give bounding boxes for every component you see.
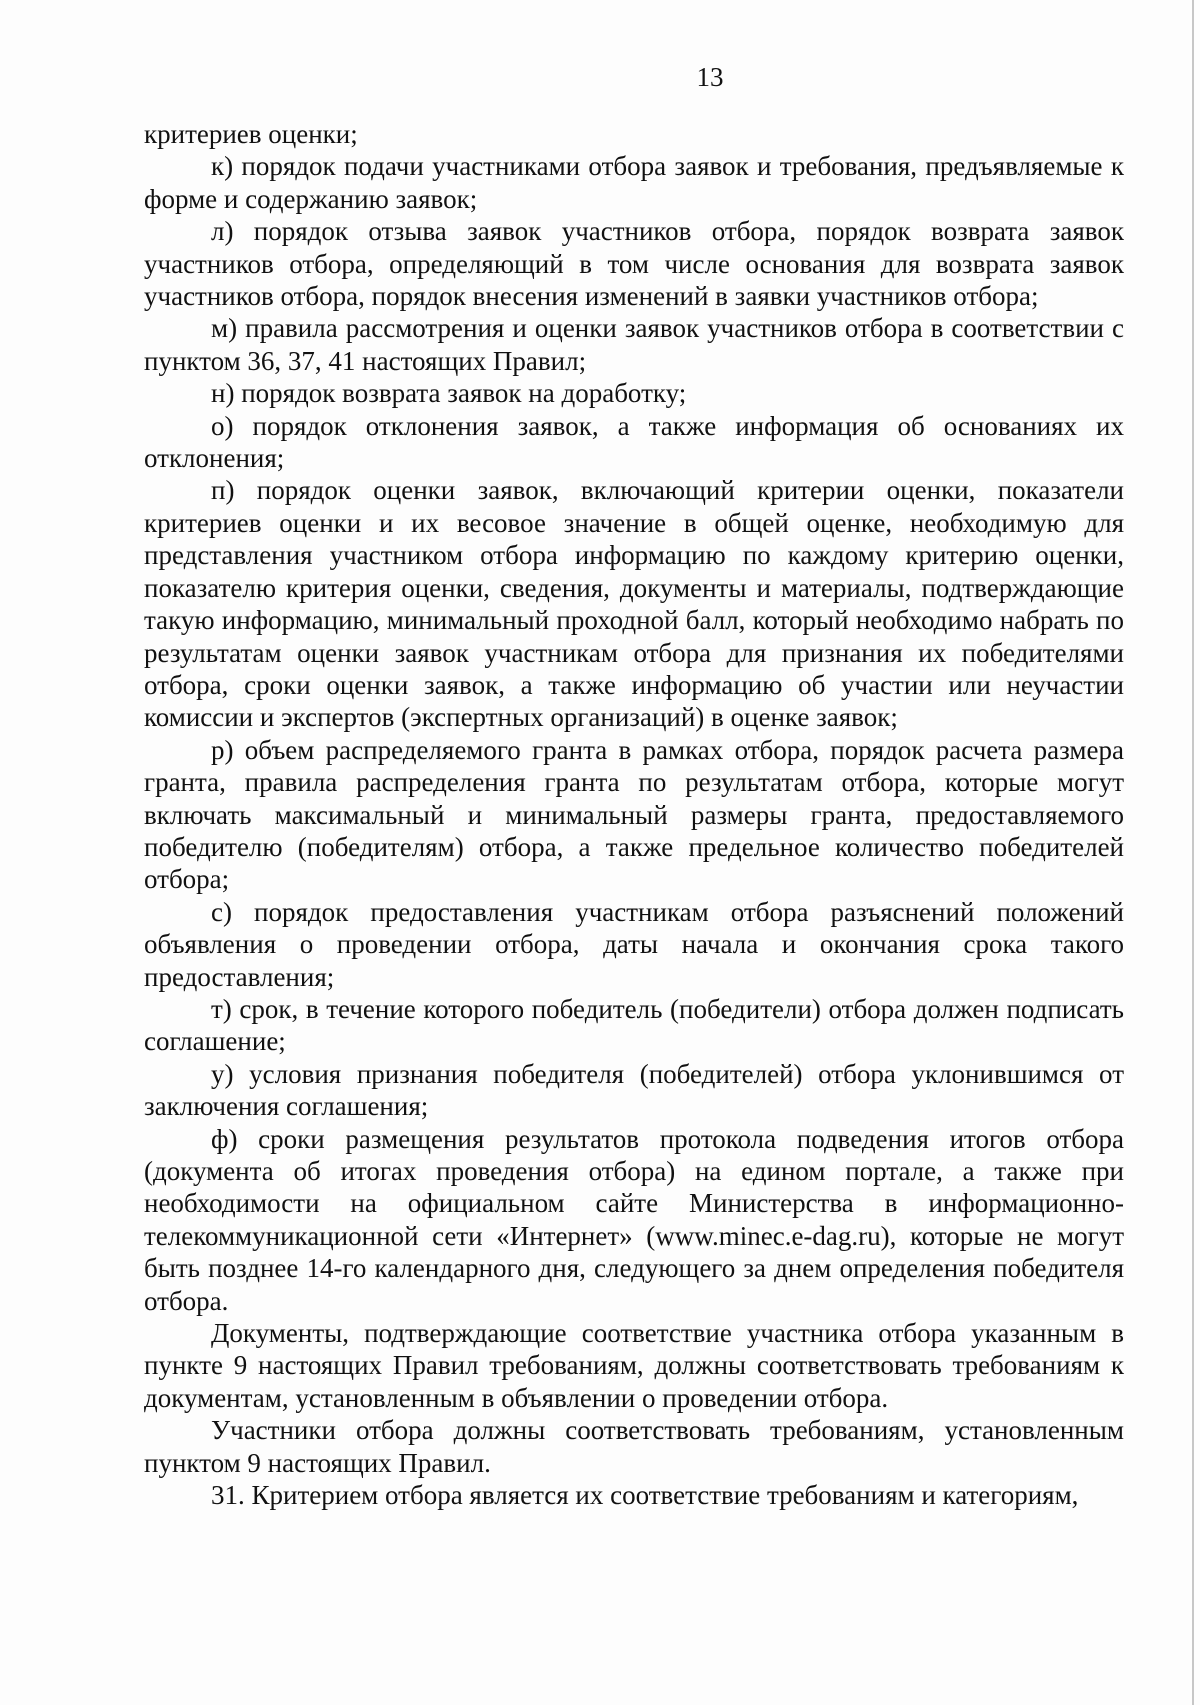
- paragraph-documents: Документы, подтверждающие соответствие участника отбора указанным в пункте 9 настоящих Правил требованиям, должны соответствовать требованиям к документам, установленным в объявлении о проведении отбора.: [144, 1318, 1124, 1413]
- list-item-r: р) объем распределяемого гранта в рамках отбора, порядок расчета размера гранта, правила распределения гранта по результатам отбора, которые могут включать максимальный и минимальный размеры гранта, предоставляемого победителю (победителям) отбора, а также предельное количество победителей отбора;: [144, 734, 1124, 895]
- list-item-s: с) порядок предоставления участникам отбора разъяснений положений объявления о проведении отбора, даты начала и окончания срока такого предоставления;: [144, 896, 1124, 992]
- list-item-n: н) порядок возврата заявок на доработку;: [211, 378, 687, 409]
- document-body: [144, 118, 1124, 1511]
- list-item-p: п) порядок оценки заявок, включающий критерии оценки, показатели критериев оценки и их весовое значение в общей оценке, необходимую для представления участником отбора информацию по каждому критерию оценки, показателю критерия оценки, сведения, документы и материалы, подтверждающие такую информацию, минимальный проходной балл, который необходимо набрать по результатам оценки заявок участникам отбора для признания их победителями отбора, сроки оценки заявок, а также информацию об участии или неучастии комиссии и экспертов (экспертных организаций) в оценке заявок;: [144, 475, 1124, 733]
- page-number: 13: [696, 62, 724, 92]
- list-item-f: ф) сроки размещения результатов протокола подведения итогов отбора (документа об итогах проведения отбора) на едином портале, а также при необходимости на официальном сайте Министерства в информационно-телекоммуникационной сети «Интернет» (www.minec.e-dag.ru), которые не могут быть позднее 14-го календарного дня, следующего за днем определения победителя отбора.: [144, 1123, 1124, 1316]
- list-item-t: т) срок, в течение которого победитель (победители) отбора должен подписать соглашение;: [144, 993, 1124, 1057]
- list-item-k: к) порядок подачи участниками отбора заявок и требования, предъявляемые к форме и содержанию заявок;: [144, 151, 1124, 214]
- list-item-o: о) порядок отклонения заявок, а также информация об основаниях их отклонения;: [144, 410, 1124, 474]
- scan-edge-line: [1192, 0, 1194, 1705]
- list-item-l: л) порядок отзыва заявок участников отбора, порядок возврата заявок участников отбора, определяющий в том числе основания для возврата заявок участников отбора, порядок внесения изменений в заявки участников отбора;: [144, 216, 1124, 312]
- paragraph-31: 31. Критерием отбора является их соответствие требованиям и категориям,: [211, 1480, 1079, 1511]
- list-item-u: у) условия признания победителя (победителей) отбора уклонившимся от заключения соглашения;: [144, 1058, 1124, 1122]
- paragraph-participants: Участники отбора должны соответствовать требованиям, установленным пунктом 9 настоящих Правил.: [144, 1415, 1124, 1478]
- paragraph-continuation: критериев оценки;: [144, 119, 358, 149]
- list-item-m: м) правила рассмотрения и оценки заявок участников отбора в соответствии с пунктом 36, 37, 41 настоящих Правил;: [144, 313, 1124, 376]
